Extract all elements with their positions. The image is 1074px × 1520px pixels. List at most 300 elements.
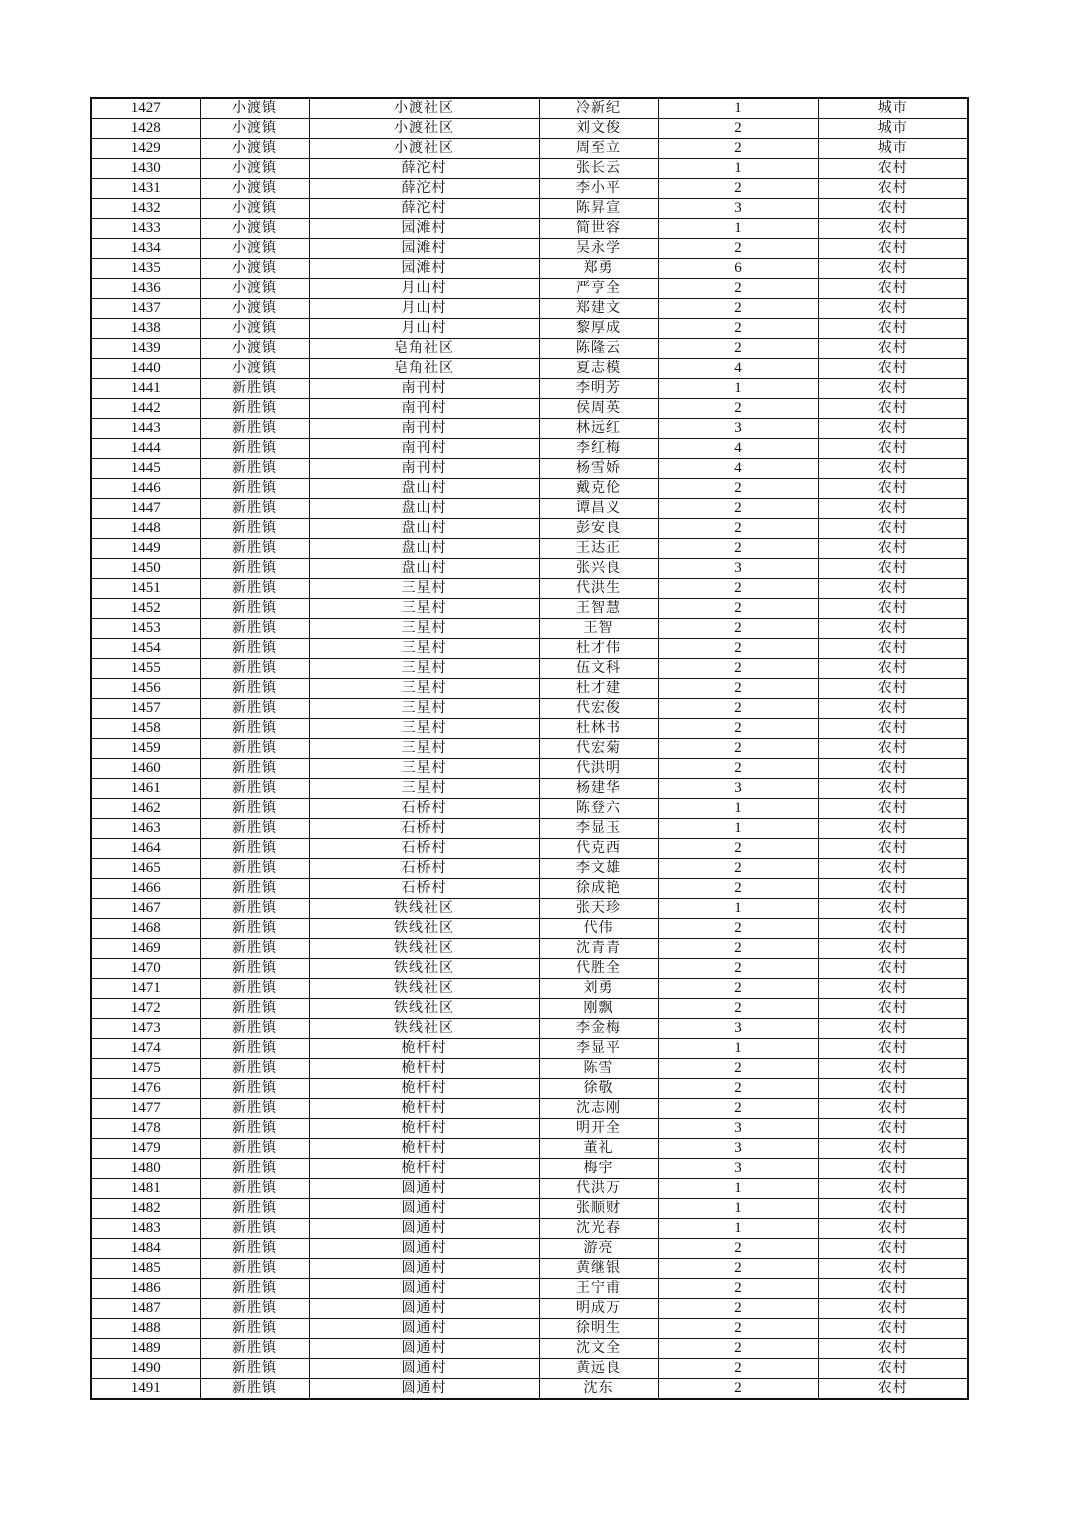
cell-count: 1 [658, 1179, 818, 1199]
cell-area-type: 农村 [818, 979, 968, 999]
cell-village: 南刊村 [309, 419, 539, 439]
cell-row-number: 1454 [91, 639, 200, 659]
cell-row-number: 1490 [91, 1359, 200, 1379]
cell-row-number: 1439 [91, 339, 200, 359]
cell-area-type: 农村 [818, 679, 968, 699]
table-row [91, 599, 968, 619]
cell-name: 林远红 [539, 419, 658, 439]
cell-count: 2 [658, 919, 818, 939]
cell-area-type: 农村 [818, 319, 968, 339]
table-row [91, 759, 968, 779]
cell-name: 刚飘 [539, 999, 658, 1019]
table-row [91, 319, 968, 339]
cell-town: 新胜镇 [200, 1199, 309, 1219]
cell-name: 沈光春 [539, 1219, 658, 1239]
cell-village: 铁线社区 [309, 939, 539, 959]
cell-row-number: 1477 [91, 1099, 200, 1119]
cell-row-number: 1486 [91, 1279, 200, 1299]
cell-count: 2 [658, 139, 818, 159]
cell-count: 3 [658, 559, 818, 579]
cell-count: 3 [658, 1119, 818, 1139]
cell-name: 黄继银 [539, 1259, 658, 1279]
table-row [91, 98, 968, 119]
cell-town: 新胜镇 [200, 1079, 309, 1099]
cell-village: 小渡社区 [309, 119, 539, 139]
cell-area-type: 农村 [818, 919, 968, 939]
cell-row-number: 1444 [91, 439, 200, 459]
cell-row-number: 1468 [91, 919, 200, 939]
cell-count: 2 [658, 979, 818, 999]
cell-area-type: 农村 [818, 939, 968, 959]
cell-town: 新胜镇 [200, 479, 309, 499]
cell-area-type: 农村 [818, 399, 968, 419]
cell-village: 三星村 [309, 619, 539, 639]
cell-row-number: 1441 [91, 379, 200, 399]
cell-town: 小渡镇 [200, 219, 309, 239]
cell-village: 桅杆村 [309, 1159, 539, 1179]
cell-name: 李显玉 [539, 819, 658, 839]
cell-row-number: 1427 [91, 98, 200, 119]
cell-town: 新胜镇 [200, 379, 309, 399]
cell-row-number: 1480 [91, 1159, 200, 1179]
cell-row-number: 1457 [91, 699, 200, 719]
cell-town: 小渡镇 [200, 239, 309, 259]
cell-town: 新胜镇 [200, 999, 309, 1019]
cell-town: 新胜镇 [200, 599, 309, 619]
cell-count: 2 [658, 499, 818, 519]
cell-name: 冷新纪 [539, 98, 658, 119]
table-row [91, 1299, 968, 1319]
cell-row-number: 1488 [91, 1319, 200, 1339]
cell-village: 南刊村 [309, 379, 539, 399]
cell-area-type: 农村 [818, 339, 968, 359]
cell-area-type: 农村 [818, 1119, 968, 1139]
cell-count: 2 [658, 1279, 818, 1299]
cell-town: 新胜镇 [200, 639, 309, 659]
cell-village: 南刊村 [309, 459, 539, 479]
cell-village: 园滩村 [309, 239, 539, 259]
cell-name: 杜林书 [539, 719, 658, 739]
table-row [91, 519, 968, 539]
cell-count: 3 [658, 779, 818, 799]
cell-row-number: 1431 [91, 179, 200, 199]
cell-area-type: 农村 [818, 419, 968, 439]
cell-row-number: 1453 [91, 619, 200, 639]
cell-village: 皂角社区 [309, 339, 539, 359]
cell-village: 三星村 [309, 699, 539, 719]
cell-village: 圆通村 [309, 1219, 539, 1239]
cell-town: 新胜镇 [200, 1279, 309, 1299]
cell-village: 圆通村 [309, 1279, 539, 1299]
table-row [91, 719, 968, 739]
cell-name: 陈雪 [539, 1059, 658, 1079]
cell-town: 新胜镇 [200, 659, 309, 679]
cell-town: 新胜镇 [200, 839, 309, 859]
table-row [91, 639, 968, 659]
cell-count: 2 [658, 679, 818, 699]
cell-town: 新胜镇 [200, 1039, 309, 1059]
cell-row-number: 1449 [91, 539, 200, 559]
table-row [91, 699, 968, 719]
cell-row-number: 1472 [91, 999, 200, 1019]
cell-count: 3 [658, 419, 818, 439]
cell-name: 简世容 [539, 219, 658, 239]
cell-village: 圆通村 [309, 1199, 539, 1219]
cell-area-type: 农村 [818, 1039, 968, 1059]
table-row [91, 959, 968, 979]
cell-name: 陈登六 [539, 799, 658, 819]
cell-count: 1 [658, 1199, 818, 1219]
table-row [91, 479, 968, 499]
cell-area-type: 农村 [818, 619, 968, 639]
cell-row-number: 1442 [91, 399, 200, 419]
cell-row-number: 1434 [91, 239, 200, 259]
cell-area-type: 城市 [818, 98, 968, 119]
cell-town: 新胜镇 [200, 1059, 309, 1079]
cell-town: 新胜镇 [200, 459, 309, 479]
cell-row-number: 1440 [91, 359, 200, 379]
cell-village: 盘山村 [309, 559, 539, 579]
cell-name: 刘文俊 [539, 119, 658, 139]
cell-name: 梅宇 [539, 1159, 658, 1179]
cell-area-type: 农村 [818, 379, 968, 399]
cell-town: 新胜镇 [200, 1259, 309, 1279]
cell-count: 3 [658, 1159, 818, 1179]
cell-name: 代克西 [539, 839, 658, 859]
table-row [91, 239, 968, 259]
cell-area-type: 农村 [818, 1279, 968, 1299]
table-row [91, 419, 968, 439]
cell-name: 严亨全 [539, 279, 658, 299]
cell-area-type: 农村 [818, 1319, 968, 1339]
cell-name: 沈青青 [539, 939, 658, 959]
cell-row-number: 1448 [91, 519, 200, 539]
data-table [90, 97, 969, 1400]
cell-village: 三星村 [309, 679, 539, 699]
table-row [91, 219, 968, 239]
cell-area-type: 农村 [818, 479, 968, 499]
table-row [91, 539, 968, 559]
cell-count: 2 [658, 1319, 818, 1339]
cell-count: 2 [658, 1379, 818, 1400]
cell-village: 桅杆村 [309, 1139, 539, 1159]
cell-count: 4 [658, 439, 818, 459]
cell-town: 新胜镇 [200, 519, 309, 539]
cell-count: 1 [658, 799, 818, 819]
table-row [91, 1039, 968, 1059]
cell-name: 杜才建 [539, 679, 658, 699]
cell-row-number: 1452 [91, 599, 200, 619]
table-row [91, 1139, 968, 1159]
cell-row-number: 1437 [91, 299, 200, 319]
cell-count: 2 [658, 179, 818, 199]
table-row [91, 939, 968, 959]
cell-count: 2 [658, 859, 818, 879]
table-row [91, 1319, 968, 1339]
cell-village: 铁线社区 [309, 979, 539, 999]
cell-name: 刘勇 [539, 979, 658, 999]
cell-village: 石桥村 [309, 879, 539, 899]
cell-count: 2 [658, 399, 818, 419]
cell-count: 2 [658, 1079, 818, 1099]
cell-name: 郑建文 [539, 299, 658, 319]
cell-town: 新胜镇 [200, 1379, 309, 1400]
cell-town: 小渡镇 [200, 159, 309, 179]
cell-area-type: 农村 [818, 639, 968, 659]
cell-area-type: 农村 [818, 999, 968, 1019]
cell-area-type: 农村 [818, 499, 968, 519]
cell-village: 小渡社区 [309, 139, 539, 159]
table-row [91, 1119, 968, 1139]
cell-area-type: 农村 [818, 519, 968, 539]
cell-village: 月山村 [309, 299, 539, 319]
cell-village: 桅杆村 [309, 1099, 539, 1119]
cell-area-type: 农村 [818, 799, 968, 819]
cell-town: 新胜镇 [200, 879, 309, 899]
cell-name: 李明芳 [539, 379, 658, 399]
cell-name: 沈文全 [539, 1339, 658, 1359]
cell-name: 吴永学 [539, 239, 658, 259]
cell-village: 薛沱村 [309, 159, 539, 179]
cell-town: 新胜镇 [200, 779, 309, 799]
cell-name: 谭昌义 [539, 499, 658, 519]
cell-area-type: 农村 [818, 1019, 968, 1039]
cell-row-number: 1462 [91, 799, 200, 819]
cell-name: 周至立 [539, 139, 658, 159]
table-row [91, 139, 968, 159]
cell-area-type: 农村 [818, 579, 968, 599]
cell-row-number: 1429 [91, 139, 200, 159]
cell-row-number: 1455 [91, 659, 200, 679]
cell-row-number: 1450 [91, 559, 200, 579]
cell-village: 三星村 [309, 639, 539, 659]
cell-row-number: 1474 [91, 1039, 200, 1059]
cell-count: 2 [658, 239, 818, 259]
cell-area-type: 农村 [818, 1259, 968, 1279]
cell-area-type: 农村 [818, 1059, 968, 1079]
cell-village: 铁线社区 [309, 959, 539, 979]
cell-area-type: 农村 [818, 1159, 968, 1179]
cell-town: 小渡镇 [200, 98, 309, 119]
table-row [91, 1199, 968, 1219]
cell-name: 王智 [539, 619, 658, 639]
cell-count: 2 [658, 739, 818, 759]
cell-town: 小渡镇 [200, 339, 309, 359]
cell-town: 新胜镇 [200, 819, 309, 839]
cell-village: 月山村 [309, 279, 539, 299]
table-row [91, 379, 968, 399]
cell-area-type: 农村 [818, 1379, 968, 1400]
table-row [91, 1359, 968, 1379]
cell-row-number: 1484 [91, 1239, 200, 1259]
table-row [91, 1159, 968, 1179]
cell-row-number: 1469 [91, 939, 200, 959]
cell-town: 新胜镇 [200, 979, 309, 999]
cell-area-type: 农村 [818, 279, 968, 299]
table-body [91, 98, 968, 1399]
cell-count: 2 [658, 939, 818, 959]
cell-village: 盘山村 [309, 519, 539, 539]
cell-village: 桅杆村 [309, 1059, 539, 1079]
table-row [91, 919, 968, 939]
cell-area-type: 农村 [818, 1339, 968, 1359]
cell-village: 盘山村 [309, 499, 539, 519]
cell-name: 徐敬 [539, 1079, 658, 1099]
cell-count: 2 [658, 299, 818, 319]
cell-town: 新胜镇 [200, 1359, 309, 1379]
cell-name: 徐成艳 [539, 879, 658, 899]
cell-village: 三星村 [309, 599, 539, 619]
cell-town: 新胜镇 [200, 739, 309, 759]
cell-count: 1 [658, 1219, 818, 1239]
cell-row-number: 1456 [91, 679, 200, 699]
cell-area-type: 农村 [818, 739, 968, 759]
cell-town: 小渡镇 [200, 299, 309, 319]
cell-town: 新胜镇 [200, 1299, 309, 1319]
cell-name: 张长云 [539, 159, 658, 179]
cell-area-type: 农村 [818, 259, 968, 279]
cell-area-type: 农村 [818, 1179, 968, 1199]
cell-count: 2 [658, 479, 818, 499]
cell-town: 小渡镇 [200, 139, 309, 159]
cell-count: 2 [658, 519, 818, 539]
cell-name: 杜才伟 [539, 639, 658, 659]
cell-area-type: 农村 [818, 819, 968, 839]
cell-village: 石桥村 [309, 859, 539, 879]
cell-name: 明成万 [539, 1299, 658, 1319]
cell-name: 夏志模 [539, 359, 658, 379]
cell-area-type: 农村 [818, 699, 968, 719]
cell-village: 月山村 [309, 319, 539, 339]
cell-count: 2 [658, 1099, 818, 1119]
cell-row-number: 1475 [91, 1059, 200, 1079]
cell-count: 2 [658, 719, 818, 739]
cell-name: 李小平 [539, 179, 658, 199]
cell-name: 代宏俊 [539, 699, 658, 719]
cell-name: 董礼 [539, 1139, 658, 1159]
cell-name: 代胜全 [539, 959, 658, 979]
table-row [91, 259, 968, 279]
cell-town: 新胜镇 [200, 499, 309, 519]
cell-village: 铁线社区 [309, 899, 539, 919]
cell-village: 圆通村 [309, 1359, 539, 1379]
cell-name: 陈昇宣 [539, 199, 658, 219]
cell-row-number: 1447 [91, 499, 200, 519]
cell-name: 李红梅 [539, 439, 658, 459]
cell-name: 黎厚成 [539, 319, 658, 339]
cell-town: 小渡镇 [200, 199, 309, 219]
cell-village: 三星村 [309, 579, 539, 599]
cell-count: 2 [658, 119, 818, 139]
table-row [91, 739, 968, 759]
cell-area-type: 农村 [818, 1099, 968, 1119]
cell-town: 新胜镇 [200, 859, 309, 879]
cell-count: 2 [658, 1239, 818, 1259]
cell-row-number: 1471 [91, 979, 200, 999]
table-row [91, 899, 968, 919]
table-row [91, 859, 968, 879]
cell-area-type: 农村 [818, 359, 968, 379]
cell-village: 圆通村 [309, 1179, 539, 1199]
cell-count: 2 [658, 879, 818, 899]
cell-row-number: 1476 [91, 1079, 200, 1099]
cell-name: 郑勇 [539, 259, 658, 279]
cell-name: 代宏菊 [539, 739, 658, 759]
cell-village: 三星村 [309, 759, 539, 779]
cell-name: 代洪万 [539, 1179, 658, 1199]
cell-count: 1 [658, 159, 818, 179]
cell-name: 李金梅 [539, 1019, 658, 1039]
table-row [91, 339, 968, 359]
cell-count: 4 [658, 459, 818, 479]
cell-count: 2 [658, 839, 818, 859]
cell-area-type: 农村 [818, 159, 968, 179]
cell-area-type: 农村 [818, 879, 968, 899]
cell-area-type: 农村 [818, 179, 968, 199]
cell-count: 2 [658, 759, 818, 779]
cell-count: 2 [658, 579, 818, 599]
cell-town: 新胜镇 [200, 1099, 309, 1119]
table-row [91, 679, 968, 699]
cell-count: 1 [658, 819, 818, 839]
cell-count: 2 [658, 279, 818, 299]
cell-row-number: 1433 [91, 219, 200, 239]
cell-count: 2 [658, 639, 818, 659]
cell-row-number: 1481 [91, 1179, 200, 1199]
cell-name: 代洪明 [539, 759, 658, 779]
cell-name: 沈东 [539, 1379, 658, 1400]
cell-area-type: 农村 [818, 599, 968, 619]
cell-town: 新胜镇 [200, 679, 309, 699]
cell-town: 新胜镇 [200, 439, 309, 459]
cell-row-number: 1430 [91, 159, 200, 179]
cell-name: 彭安良 [539, 519, 658, 539]
cell-town: 新胜镇 [200, 1159, 309, 1179]
cell-row-number: 1451 [91, 579, 200, 599]
cell-town: 新胜镇 [200, 579, 309, 599]
cell-row-number: 1465 [91, 859, 200, 879]
cell-name: 沈志刚 [539, 1099, 658, 1119]
cell-count: 2 [658, 1259, 818, 1279]
cell-row-number: 1467 [91, 899, 200, 919]
table-row [91, 879, 968, 899]
cell-village: 南刊村 [309, 439, 539, 459]
cell-name: 张天珍 [539, 899, 658, 919]
cell-area-type: 农村 [818, 1359, 968, 1379]
cell-count: 3 [658, 199, 818, 219]
cell-village: 盘山村 [309, 479, 539, 499]
cell-village: 薛沱村 [309, 179, 539, 199]
cell-village: 三星村 [309, 739, 539, 759]
table-row [91, 799, 968, 819]
cell-name: 李文雄 [539, 859, 658, 879]
cell-row-number: 1446 [91, 479, 200, 499]
cell-village: 圆通村 [309, 1319, 539, 1339]
cell-village: 园滩村 [309, 259, 539, 279]
table-row [91, 1379, 968, 1400]
cell-count: 1 [658, 219, 818, 239]
cell-town: 小渡镇 [200, 259, 309, 279]
table-row [91, 459, 968, 479]
cell-area-type: 农村 [818, 839, 968, 859]
cell-row-number: 1443 [91, 419, 200, 439]
table-row [91, 579, 968, 599]
cell-name: 杨建华 [539, 779, 658, 799]
cell-area-type: 农村 [818, 1239, 968, 1259]
cell-town: 新胜镇 [200, 939, 309, 959]
cell-village: 园滩村 [309, 219, 539, 239]
cell-town: 新胜镇 [200, 1119, 309, 1139]
